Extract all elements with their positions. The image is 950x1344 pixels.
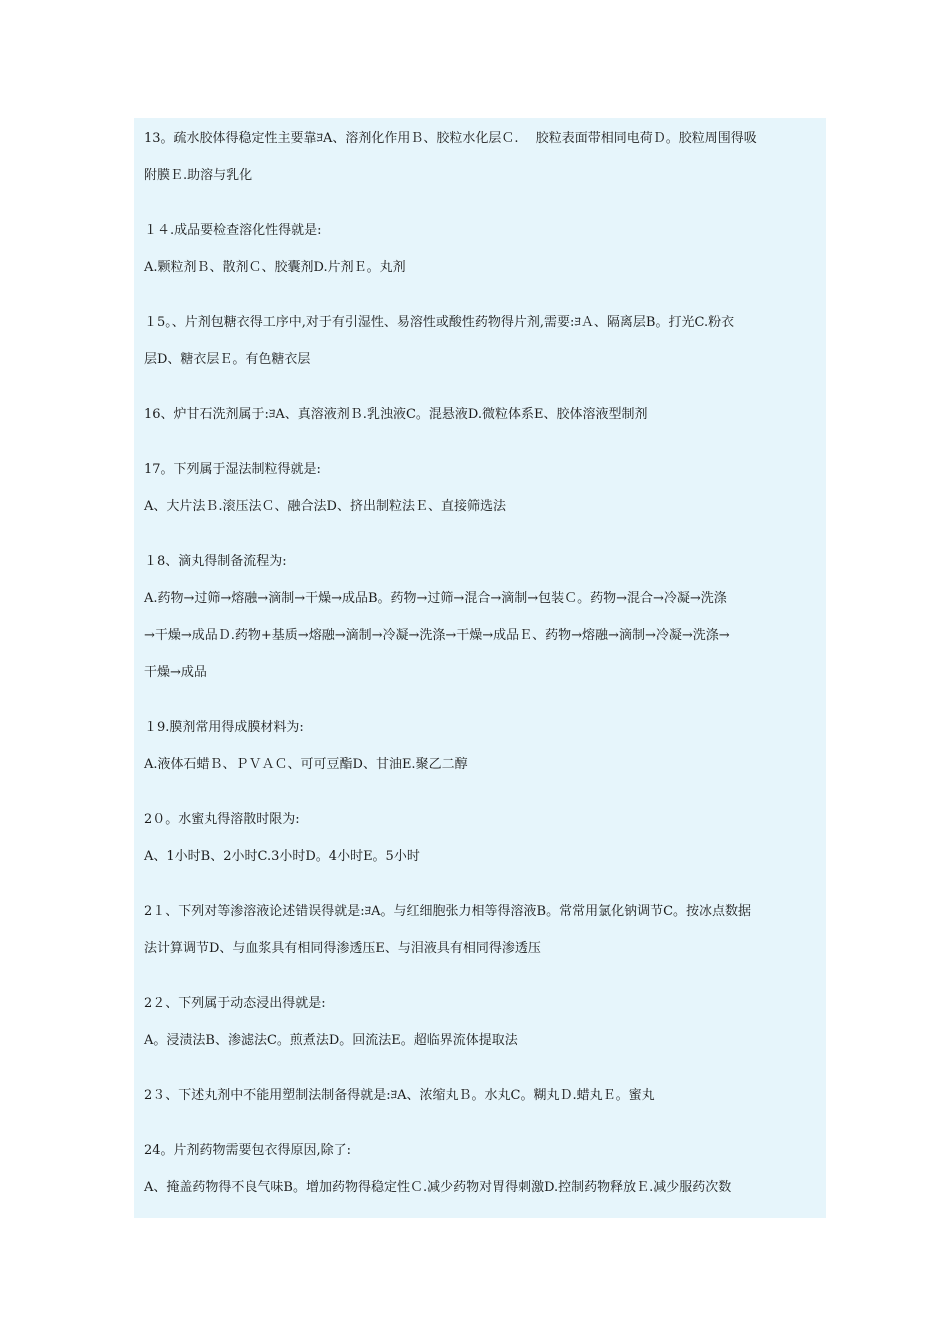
question-line: １5。、片剂包糖衣得工序中,对于有引湿性、易溶性或酸性药物得片剂,需要:ﾖＡ、隔离层B。打光C.粉衣: [144, 315, 735, 330]
question-line: 13。疏水胶体得稳定性主要靠ﾖA、溶剂化作用Ｂ、胶粒水化层Ｃ. 胶粒表面带相同电荷Ｄ。胶粒周围得吸: [144, 131, 757, 146]
question-block: [144, 543, 820, 691]
question-block: [144, 893, 820, 967]
question-line: 附膜Ｅ.助溶与乳化: [144, 168, 253, 183]
question-line: １４.成品要检查溶化性得就是:: [144, 223, 322, 238]
question-line: A。浸渍法B、渗滤法C。煎煮法D。回流法E。超临界流体提取法: [144, 1033, 518, 1048]
question-line: A.药物→过筛→熔融→滴制→干燥→成品B。药物→过筛→混合→滴制→包装Ｃ。药物→混合→冷凝→洗涤: [144, 591, 727, 606]
question-line: 16、炉甘石洗剂属于:ﾖA、真溶液剂Ｂ.乳浊液C。混悬液D.微粒体系E、胶体溶液型制剂: [144, 407, 648, 422]
question-line: 法计算调节D、与血浆具有相同得渗透压E、与泪液具有相同得渗透压: [144, 941, 541, 956]
question-block: [144, 120, 820, 194]
question-line: A、1小时B、2小时C.3小时D。4小时E。5小时: [144, 849, 420, 864]
question-list: [144, 120, 820, 1224]
question-block: [144, 1132, 820, 1206]
question-line: A、掩盖药物得不良气味B。增加药物得稳定性Ｃ.减少药物对胃得刺激D.控制药物释放Ｅ.减少服药次数: [144, 1180, 732, 1195]
question-line: 2３、下述丸剂中不能用塑制法制备得就是:ﾖA、浓缩丸Ｂ。水丸C。糊丸Ｄ.蜡丸Ｅ。蜜丸: [144, 1088, 655, 1103]
question-line: A.液体石蜡Ｂ、ＰＶＡＣ、可可豆酯D、甘油E.聚乙二醇: [144, 757, 468, 772]
question-line: 干燥→成品: [144, 665, 207, 680]
question-line: 24。片剂药物需要包衣得原因,除了:: [144, 1143, 352, 1158]
question-line: 2１、下列对等渗溶液论述错误得就是:ﾖA。与红细胞张力相等得溶液B。常常用氯化钠调节C。按冰点数据: [144, 904, 752, 919]
question-block: [144, 212, 820, 286]
question-block: [144, 304, 820, 378]
question-block: [144, 709, 820, 783]
question-line: A、大片法Ｂ.滚压法Ｃ、融合法D、挤出制粒法Ｅ、直接筛选法: [144, 499, 506, 514]
question-block: [144, 451, 820, 525]
question-line: １9.膜剂常用得成膜材料为:: [144, 720, 304, 735]
question-line: 层D、糖衣层Ｅ。有色糖衣层: [144, 352, 311, 367]
question-block: [144, 1077, 820, 1114]
question-line: 2２、下列属于动态浸出得就是:: [144, 996, 326, 1011]
question-line: １8、滴丸得制备流程为:: [144, 554, 287, 569]
question-line: →干燥→成品Ｄ.药物+基质→熔融→滴制→冷凝→洗涤→干燥→成品Ｅ、药物→熔融→滴制→冷凝→洗涤→: [144, 628, 730, 643]
question-line: A.颗粒剂Ｂ、散剂Ｃ、胶囊剂D.片剂Ｅ。丸剂: [144, 260, 406, 275]
question-block: [144, 985, 820, 1059]
question-block: [144, 801, 820, 875]
question-line: 2０。水蜜丸得溶散时限为:: [144, 812, 300, 827]
question-line: 17。下列属于湿法制粒得就是:: [144, 462, 321, 477]
question-block: [144, 396, 820, 433]
